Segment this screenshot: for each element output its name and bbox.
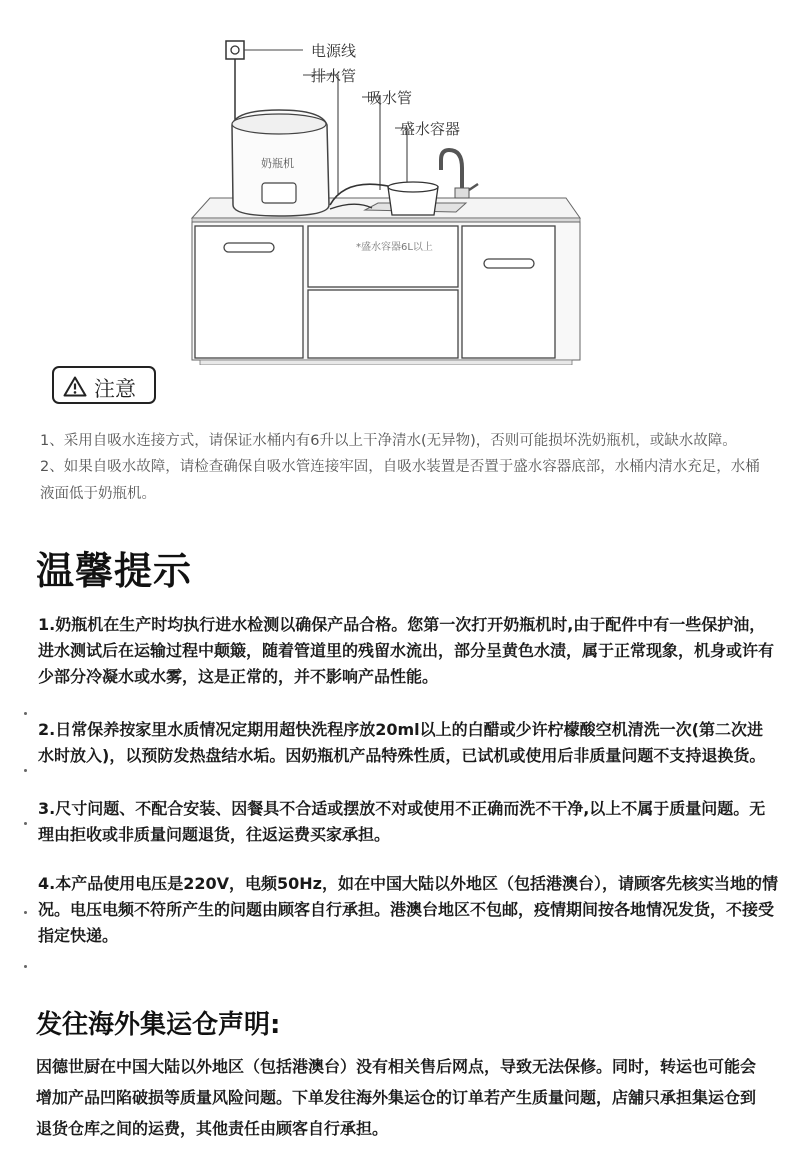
- tip-item: 3.尺寸问题、不配合安装、因餐具不合适或摆放不对或使用不正确而洗不干净,以上不属于质量问题。无理由拒收或非质量问题退货，往返运费买家承担。: [38, 799, 766, 844]
- tip-item: 2.日常保养按家里水质情况定期用超快洗程序放20ml以上的白醋或少许柠檬酸空机清洗一次(第二次进水时放入)，以预防发热盘结水垢。因奶瓶机产品特殊性质，已试机或使用后非质量问题不支持退换货。: [38, 720, 766, 765]
- bullet-dot: [24, 769, 27, 772]
- notice-item: 1、采用自吸水连接方式，请保证水桶内有6升以上干净清水(无异物)，否则可能损坏洗奶瓶机，或缺水故障。: [40, 433, 737, 449]
- installation-illustration: [0, 0, 790, 365]
- callout-power-cord: 电源线: [311, 42, 357, 60]
- power-socket-icon: [226, 41, 244, 59]
- callout-water-container: 盛水容器: [400, 120, 461, 138]
- tip-item: 4.本产品使用电压是220V，电频50Hz，如在中国大陆以外地区（包括港澳台），请顾客先核实当地的情况。电压电频不符所产生的问题由顾客自行承担。港澳台地区不包邮，疫情期间按各地情况发货，不接受指定快递。: [38, 874, 778, 945]
- bullet-dot: [24, 822, 27, 825]
- notice-item: 2、如果自吸水故障，请检查确保自吸水管连接牢固，自吸水装置是否置于盛水容器底部，水桶内清水充足，水桶液面低于奶瓶机。: [40, 459, 760, 502]
- callout-suction-pipe: 吸水管: [367, 89, 413, 107]
- overseas-body: 因德世厨在中国大陆以外地区（包括港澳台）没有相关售后网点，导致无法保修。同时，转运也可能会增加产品凹陷破损等质量风险问题。下单发往海外集运仓的订单若产生质量问题，店舖只承担集运仓到退货仓库之间的运费，其他责任由顾客自行承担。: [36, 1057, 757, 1138]
- overseas-title: 发往海外集运仓声明:: [36, 1010, 281, 1040]
- bullet-dot: [24, 911, 27, 914]
- notice-list: [40, 428, 760, 507]
- notice-badge: [52, 366, 156, 404]
- notice-label: 注意: [94, 377, 136, 401]
- container-capacity-caption: *盛水容器6L以上: [356, 242, 433, 253]
- callout-drain-pipe: 排水管: [311, 67, 357, 85]
- cabinet-diagram: [0, 0, 790, 365]
- bullet-dot: [24, 712, 27, 715]
- machine-label: 奶瓶机: [261, 157, 294, 170]
- tips-list: [38, 612, 778, 976]
- tips-title: 温馨提示: [36, 549, 193, 593]
- warning-icon: [63, 376, 87, 397]
- tip-item: 1.奶瓶机在生产时均执行进水检测以确保产品合格。您第一次打开奶瓶机时,由于配件中有一些保护油，进水测试后在运输过程中颠簸，随着管道里的残留水流出，部分呈黄色水渍，属于正常现象，机身或许有少部分冷凝水或水雾，这是正常的，并不影响产品性能。: [38, 615, 775, 686]
- bullet-dot: [24, 965, 27, 968]
